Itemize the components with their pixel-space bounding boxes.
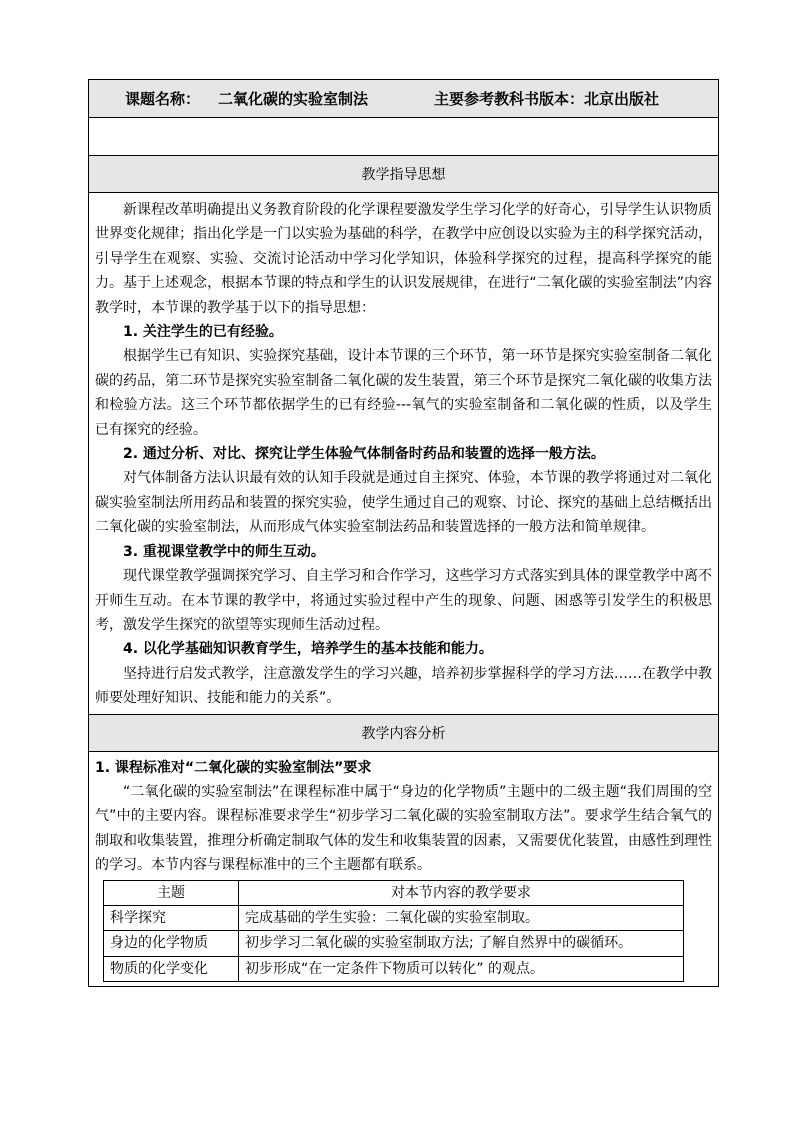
table-cell-requirement: 初步学习二氧化碳的实验室制取方法; 了解自然界中的碳循环。 [239,931,684,956]
requirements-table [103,880,684,983]
content-body [89,752,718,987]
table-cell-requirement: 完成基础的学生实验：二氧化碳的实验室制取。 [239,905,684,930]
section-title-guiding: 教学指导思想 [89,156,718,193]
topic-label: 课题名称： [125,90,201,108]
table-cell-topic: 身边的化学物质 [104,931,239,956]
table-cell-topic: 物质的化学变化 [104,956,239,981]
requirements-table-header [104,880,684,905]
topic-value: 二氧化碳的实验室制法 [218,90,369,108]
blank-row [89,118,718,156]
table-row [104,931,684,956]
guiding-point-1-body: 根据学生已有知识、实验探究基础，设计本节课的三个环节，第一环节是探究实验室制备二氧化碳的药品，第二环节是探究实验室制备二氧化碳的发生装置，第三个环节是探究二氧化碳的收集方法和检验方法。这三个环节都依据学生的已有经验---氧气的实验室制备和二氧化碳的性质，以及学生已有探究的经验。 [95,348,712,438]
guiding-point-3-heading: 3. 重视课堂教学中的师生互动。 [123,543,325,560]
header-row [89,80,718,118]
section-title-content: 教学内容分析 [89,715,718,752]
guiding-point-4-heading: 4. 以化学基础知识教育学生，培养学生的基本技能和能力。 [123,641,493,658]
table-cell-topic: 科学探究 [104,905,239,930]
table-row [104,956,684,981]
guiding-point-2-heading: 2. 通过分析、对比、探究让学生体验气体制备时药品和装置的选择一般方法。 [123,446,605,463]
guiding-point-3-body: 现代课堂教学强调探究学习、自主学习和合作学习，这些学习方式落实到具体的课堂教学中离不开师生互动。在本节课的教学中，将通过实验过程中产生的现象、问题、困惑等引发学生的积极思考，激发学生探究的欲望等实现师生活动过程。 [95,568,712,633]
guiding-point-2-body: 对气体制备方法认识最有效的认知手段就是通过自主探究、体验，本节课的教学将通过对二氧化碳实验室制法所用药品和装置的探究实验，使学生通过自己的观察、讨论、探究的基础上总结概括出二氧化碳的实验室制法，从而形成气体实验室制法药品和装置选择的一般方法和简单规律。 [95,470,712,536]
lesson-plan-page [88,79,717,987]
textbook-version: 主要参考教科书版本：北京出版社 [434,90,660,108]
column-header-requirement: 对本节内容的教学要求 [239,880,684,905]
guiding-point-1-heading: 1. 关注学生的已有经验。 [123,324,283,341]
topic-field [125,88,368,109]
guiding-body [89,193,718,715]
table-cell-requirement: 初步形成“在一定条件下物质可以转化” 的观点。 [239,956,684,981]
content-heading-1: 1. 课程标准对“二氧化碳的实验室制法”要求 [95,759,372,776]
lesson-plan-table [88,79,719,987]
table-row [104,905,684,930]
guiding-point-4-body: 坚持进行启发式教学，注意激发学生的学习兴趣，培养初步掌握科学的学习方法……在教学中教师要处理好知识、技能和能力的关系”。 [95,665,712,707]
content-paragraph: “二氧化碳的实验室制法”在课程标准中属于“身边的化学物质”主题中的二级主题“我们周围的空气”中的主要内容。课程标准要求学生“初步学习二氧化碳的实验室制取方法”。要求学生结合氧气的制取和收集装置，推理分析确定制取气体的发生和收集装置的因素，又需要优化装置，由感性到理性的学习。本节内容与课程标准中的三个主题都有联系。 [95,783,712,874]
guiding-intro: 新课程改革明确提出义务教育阶段的化学课程要激发学生学习化学的好奇心，引导学生认识物质世界变化规律；指出化学是一门以实验为基础的科学，在教学中应创设以实验为主的科学探究活动，引导学生在观察、实验、交流讨论活动中学习化学知识，体验科学探究的过程，提高科学探究的能力。基于上述观念，根据本节课的特点和学生的认识发展规律，在进行“二氧化碳的实验室制法”内容教学时，本节课的教学基于以下的指导思想： [95,202,712,316]
column-header-topic: 主题 [104,880,239,905]
